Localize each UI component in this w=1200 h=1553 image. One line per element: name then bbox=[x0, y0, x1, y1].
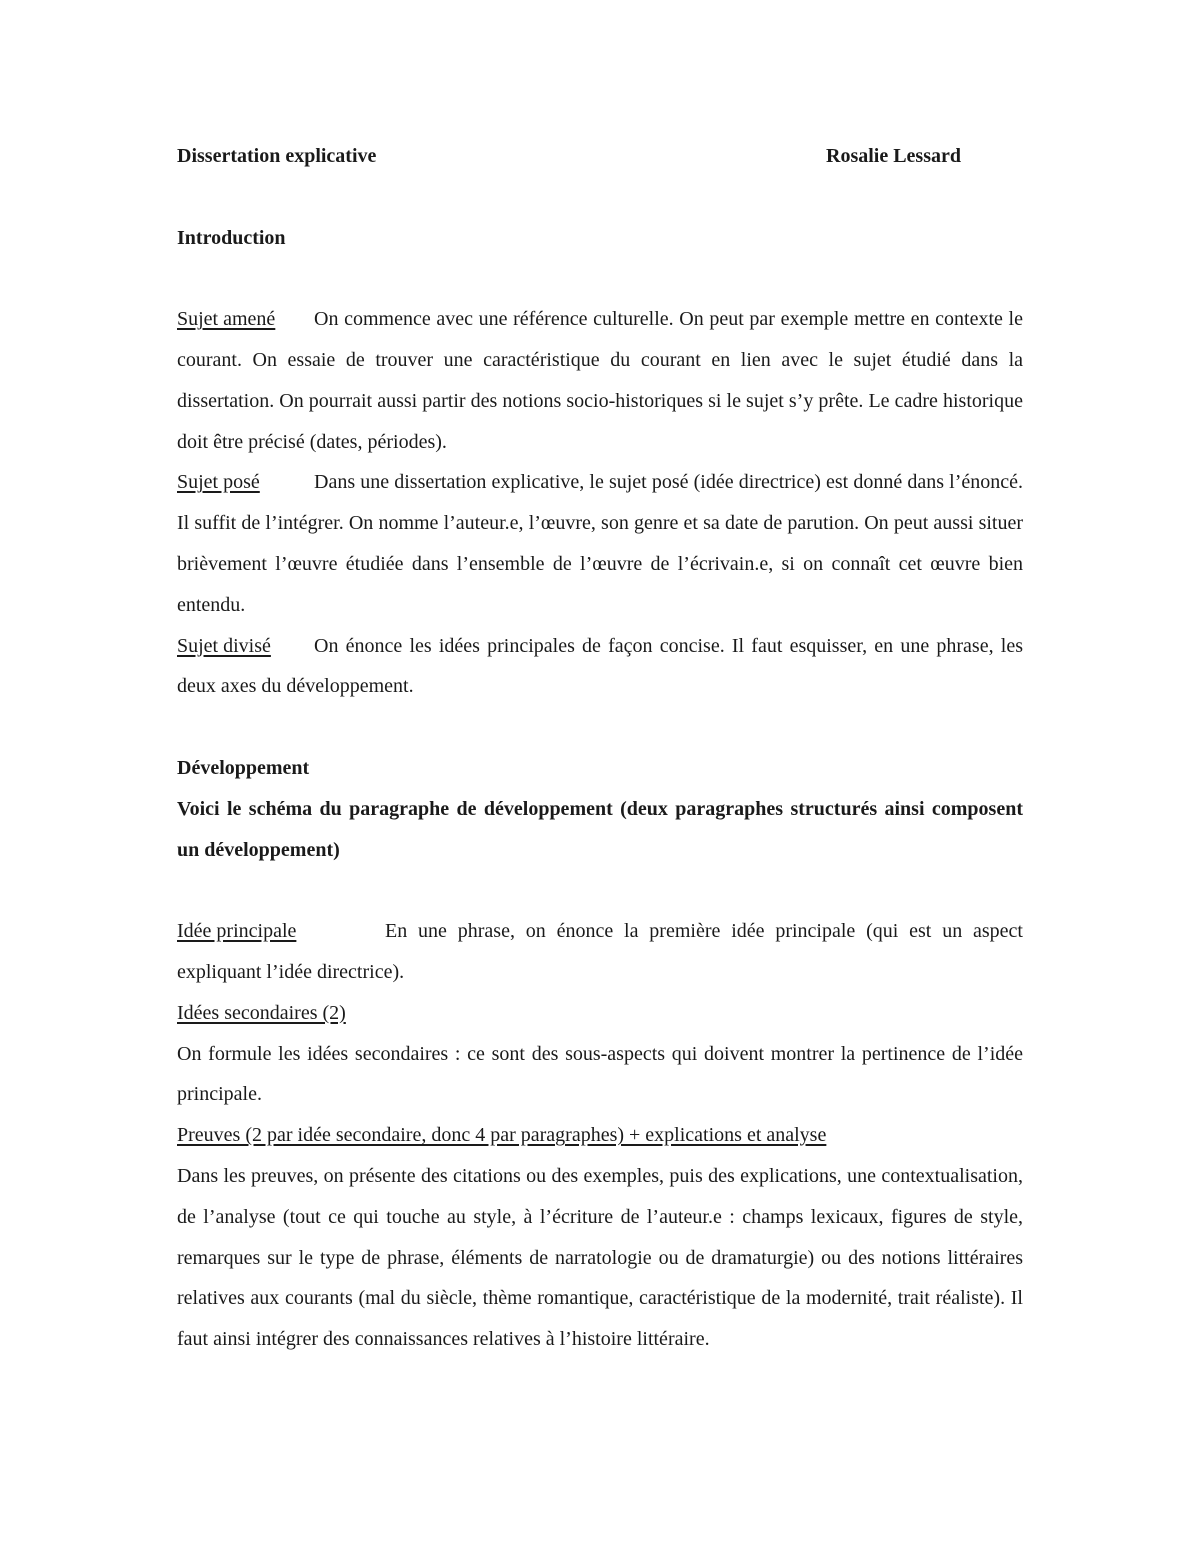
developpement-heading: Développement bbox=[177, 756, 310, 779]
developpement-subheading: Voici le schéma du paragraphe de développement (deux paragraphes structurés ainsi composent un développement) bbox=[177, 797, 1023, 861]
introduction-heading: Introduction bbox=[177, 226, 286, 249]
preuves-label: Preuves (2 par idée secondaire, donc 4 par paragraphes) + explications et analyse bbox=[177, 1124, 827, 1147]
author-name: Rosalie Lessard bbox=[826, 145, 961, 167]
idees-secondaires-text: On formule les idées secondaires : ce sont des sous-aspects qui doivent montrer la pertinence de l’idée principale. bbox=[177, 1042, 1023, 1106]
sujet-amene-paragraph bbox=[177, 299, 1023, 462]
document-header bbox=[177, 136, 961, 177]
idee-principale-label: Idée principale bbox=[177, 920, 297, 943]
sujet-divise-label: Sujet divisé bbox=[177, 634, 271, 657]
sujet-pose-paragraph bbox=[177, 462, 1023, 625]
idee-principale-paragraph bbox=[177, 911, 1023, 993]
sujet-divise-text: On énonce les idées principales de façon concise. Il faut esquisser, en une phrase, les deux axes du développement. bbox=[177, 634, 1023, 698]
preuves-label-line bbox=[177, 1115, 1023, 1156]
document-title: Dissertation explicative bbox=[177, 145, 377, 167]
sujet-amene-label: Sujet amené bbox=[177, 308, 276, 331]
sujet-amene-text: On commence avec une référence culturelle. On peut par exemple mettre en contexte le courant. On essaie de trouver une caractéristique du courant en lien avec le sujet étudié dans la dissertation. On pourrait aussi partir des notions socio-historiques si le sujet s’y prête. Le cadre historique doit être précisé (dates, périodes). bbox=[177, 308, 1023, 453]
idee-principale-text: En une phrase, on énonce la première idée principale (qui est un aspect expliquant l’idée directrice). bbox=[177, 920, 1023, 983]
document-page bbox=[177, 136, 1023, 1360]
idees-secondaires-label-line bbox=[177, 993, 1023, 1034]
sujet-divise-paragraph bbox=[177, 626, 1023, 708]
idees-secondaires-label: Idées secondaires (2) bbox=[177, 1001, 346, 1024]
sujet-pose-text: Dans une dissertation explicative, le sujet posé (idée directrice) est donné dans l’énoncé. Il suffit de l’intégrer. On nomme l’auteur.e, l’œuvre, son genre et sa date de parution. On peut aussi situer brièvement l’œuvre étudiée dans l’ensemble de l’œuvre de l’écrivain.e, si on connaît cet œuvre bien entendu. bbox=[177, 471, 1023, 616]
sujet-pose-label: Sujet posé bbox=[177, 471, 260, 494]
preuves-text: Dans les preuves, on présente des citations ou des exemples, puis des explications, une contextualisation, de l’analyse (tout ce qui touche au style, à l’écriture de l’auteur.e : champs lexicaux, figures de style, remarques sur le type de phrase, éléments de narratologie ou de dramaturgie) ou des notions littéraires relatives aux courants (mal du siècle, thème romantique, caractéristique de la modernité, trait réaliste). Il faut ainsi intégrer des connaissances relatives à l’histoire littéraire. bbox=[177, 1164, 1023, 1351]
